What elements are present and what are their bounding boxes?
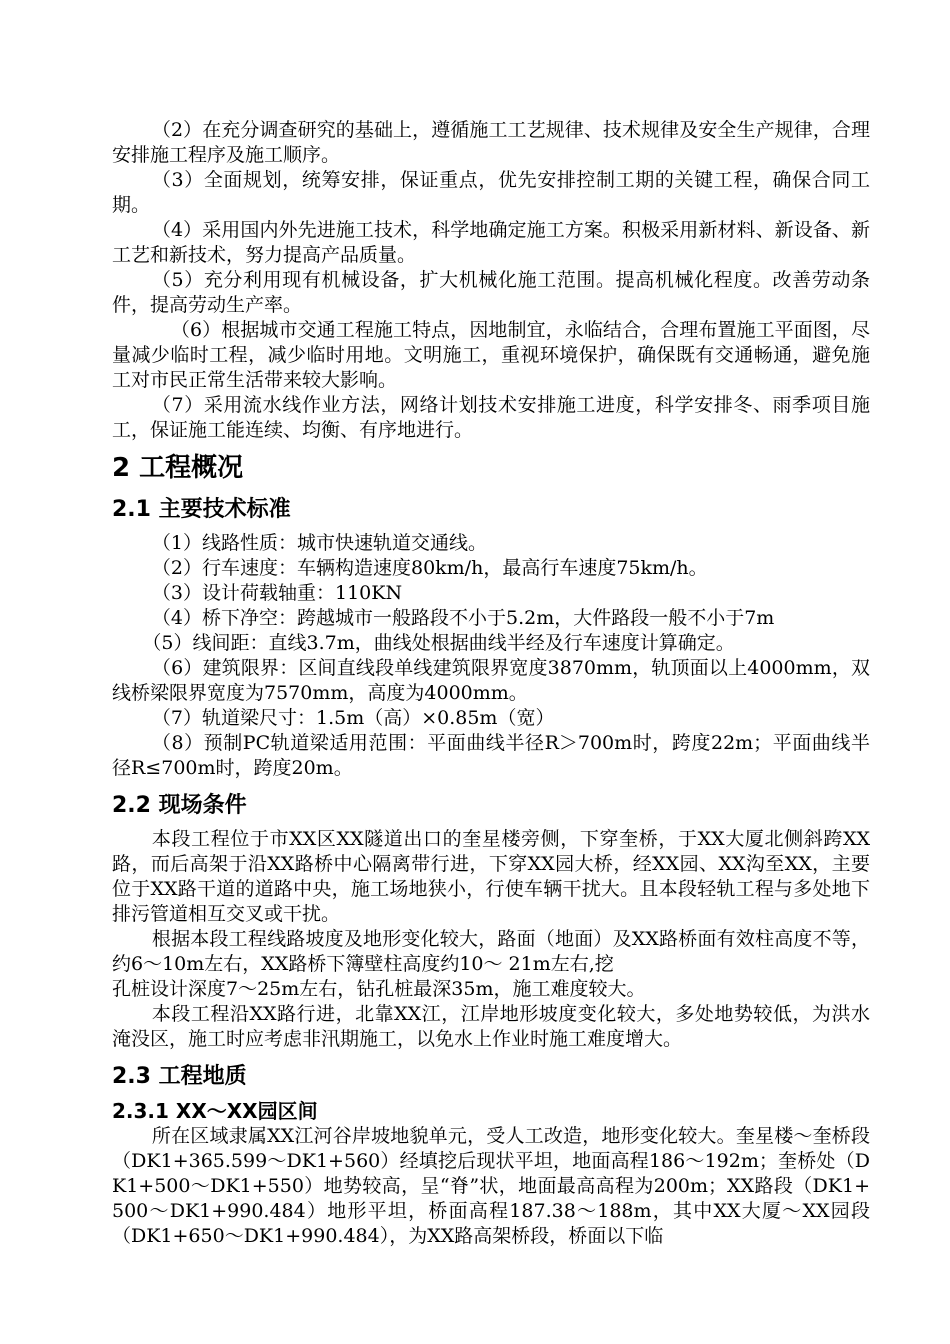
standard-item: （8）预制PC轨道梁适用范围：平面曲线半径R＞700m时，跨度22m；平面曲线半径R≤700m时，跨度20m。	[112, 732, 870, 779]
document-page	[112, 118, 870, 1249]
site-paragraph: 本段工程沿XX路行进，北靠XX江，江岸地形坡度变化较大，多处地势较低，为洪水淹没区，施工时应考虑非汛期施工，以免水上作业时施工难度增大。	[112, 1003, 870, 1050]
site-paragraph: 孔桩设计深度7～25m左右，钻孔桩最深35m，施工难度较大。	[112, 978, 646, 1000]
standard-item: （5）线间距：直线3.7m，曲线处根据曲线半经及行车速度计算确定。	[142, 632, 735, 654]
principle-7: （7）采用流水线作业方法，网络计划技术安排施工进度，科学安排冬、雨季项目施工，保证施工能连续、均衡、有序地进行。	[112, 394, 870, 441]
principle-6: （6）根据城市交通工程施工特点，因地制宜，永临结合，合理布置施工平面图，尽量减少临时工程，减少临时用地。文明施工，重视环境保护，确保既有交通畅通，避免施工对市民正常生活带来较大影响。	[112, 319, 870, 391]
site-paragraph: 根据本段工程线路坡度及地形变化较大，路面（地面）及XX路桥面有效柱高度不等，约6～10m左右，XX路桥下簿壁柱高度约10～ 21m左右,挖	[112, 928, 870, 975]
standard-item: （1）线路性质：城市快速轨道交通线。	[151, 532, 487, 554]
principle-3: （3）全面规划，统筹安排，保证重点，优先安排控制工期的关键工程，确保合同工期。	[112, 169, 870, 216]
standard-item: （3）设计荷载轴重：110KN	[151, 582, 403, 604]
section-2-3-heading: 2.3 工程地质	[112, 1064, 247, 1089]
standard-item: （4）桥下净空：跨越城市一般路段不小于5.2m，大件路段一般不小于7m	[151, 607, 775, 629]
site-paragraph: 本段工程位于市XX区XX隧道出口的奎星楼旁侧，下穿奎桥，于XX大厦北侧斜跨XX路，而后高架于沿XX路桥中心隔离带行进，下穿XX园大桥，经XX园、XX沟至XX，主要位于XX路干道的道路中央，施工场地狭小，行使车辆干扰大。且本段轻轨工程与多处地下排污管道相互交叉或干扰。	[112, 828, 870, 925]
principle-4: （4）采用国内外先进施工技术，科学地确定施工方案。积极采用新材料、新设备、新工艺和新技术，努力提高产品质量。	[112, 219, 870, 266]
section-2-heading: 2 工程概况	[112, 453, 244, 483]
section-2-3-1-heading: 2.3.1 XX～XX园区间	[112, 1099, 318, 1123]
geology-paragraph: 所在区域隶属XX江河谷岸坡地貌单元，受人工改造，地形变化较大。奎星楼～奎桥段（DK1+365.599～DK1+560）经填挖后现状平坦，地面高程186～192m；奎桥处（DK1+500～DK1+550）地势较高，呈“脊”状，地面最高高程为200m；XX路段（DK1+500～DK1+990.484）地形平坦，桥面高程187.38～188m，其中XX大厦～XX园段（DK1+650～DK1+990.484），为XX路高架桥段，桥面以下临	[112, 1125, 870, 1247]
principle-5: （5）充分利用现有机械设备，扩大机械化施工范围。提高机械化程度。改善劳动条件，提高劳动生产率。	[112, 269, 870, 316]
principle-2: （2）在充分调查研究的基础上，遵循施工工艺规律、技术规律及安全生产规律，合理安排施工程序及施工顺序。	[112, 119, 870, 166]
section-2-1-heading: 2.1 主要技术标准	[112, 497, 291, 522]
section-2-2-heading: 2.2 现场条件	[112, 793, 247, 818]
standard-item: （6）建筑限界：区间直线段单线建筑限界宽度3870mm，轨顶面以上4000mm，双线桥梁限界宽度为7570mm，高度为4000mm。	[112, 657, 870, 704]
standard-item: （2）行车速度：车辆构造速度80km/h，最高行车速度75km/h。	[151, 557, 708, 579]
standard-item: （7）轨道梁尺寸：1.5m（高）×0.85m（宽）	[151, 707, 555, 729]
